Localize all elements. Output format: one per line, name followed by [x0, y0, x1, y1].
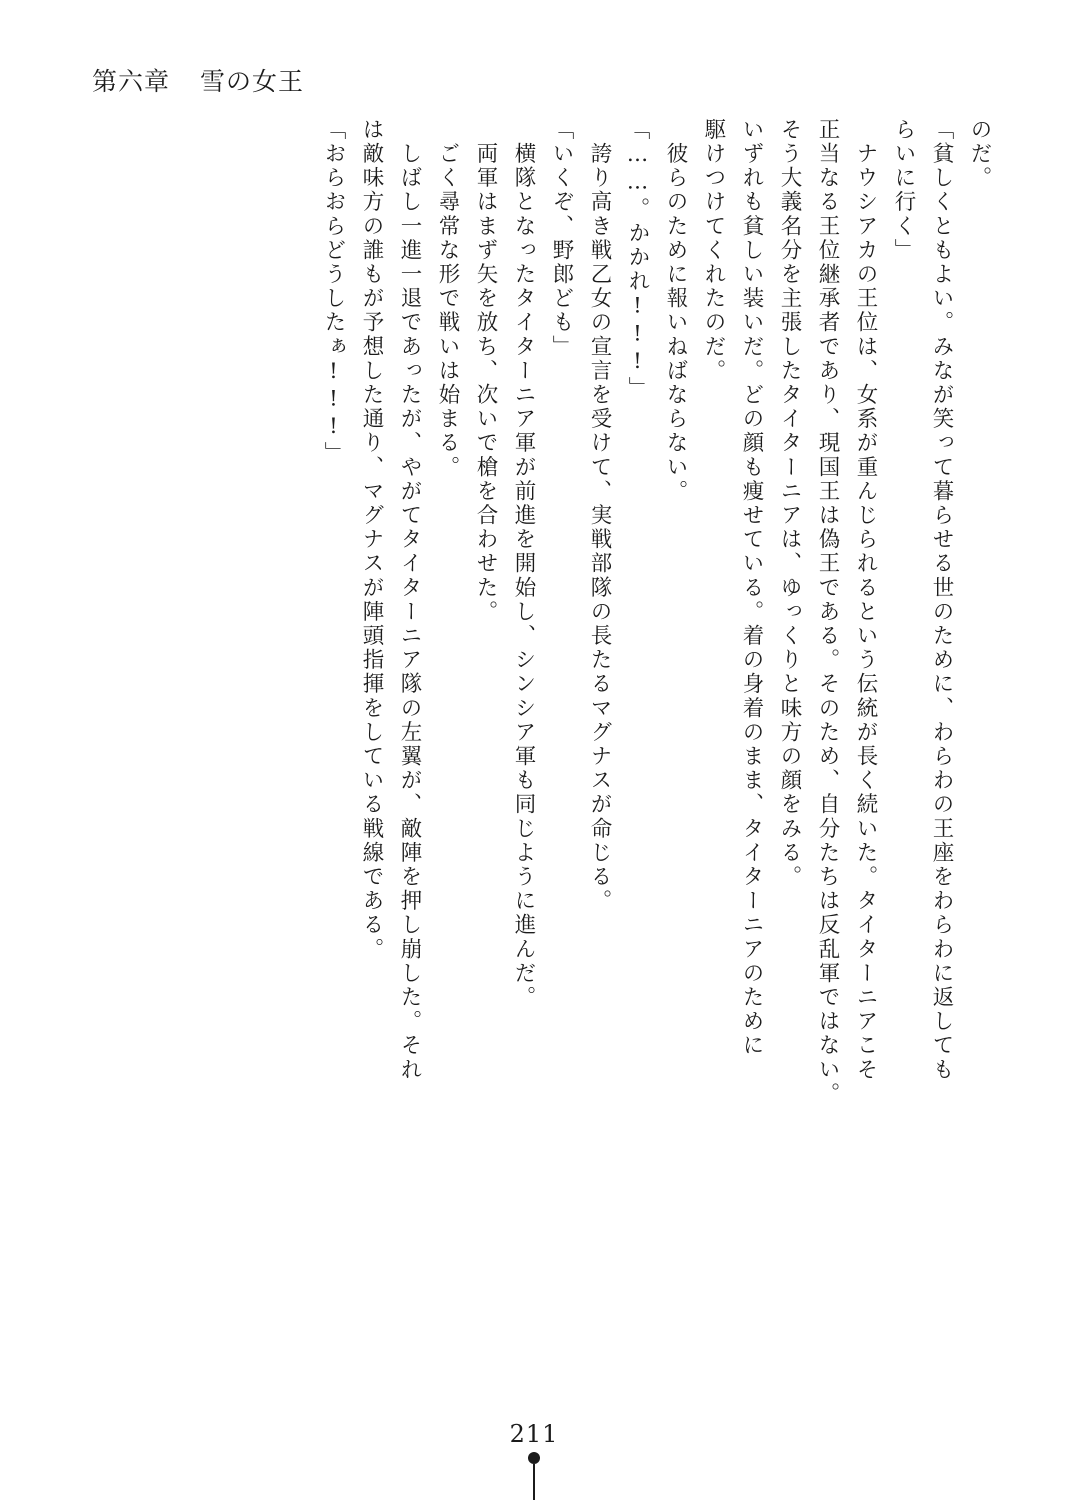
text-line: 「……。かかれ!!!」	[625, 118, 650, 401]
text-line: のだ。	[967, 118, 992, 191]
chapter-header	[92, 62, 304, 98]
text-line: 駆けつけてくれたのだ。	[701, 118, 726, 384]
text-line: 「おらおらどうしたぁ!!!」	[321, 118, 346, 466]
chapter-number: 第六章	[92, 67, 171, 96]
decorative-pin-icon	[527, 1452, 541, 1500]
text-line: ごく尋常な形で戦いは始まる。	[435, 118, 460, 480]
text-line: 「いくぞ、野郎ども」	[549, 118, 574, 359]
text-line: 正当なる王位継承者であり、現国王は偽王である。そのため、自分たちは反乱軍ではない。	[815, 118, 840, 1107]
page-number: 211	[509, 1420, 559, 1448]
text-line: 誇り高き戦乙女の宣言を受けて、実戦部隊の長たるマグナスが命じる。	[587, 118, 612, 914]
text-line: 横隊となったタイターニア軍が前進を開始し、シンシア軍も同じように進んだ。	[511, 118, 536, 1010]
text-line: いずれも貧しい装いだ。どの顔も痩せている。着の身着のまま、タイターニアのために	[739, 118, 764, 1058]
text-line: は敵味方の誰もが予想した通り、マグナスが陣頭指揮をしている戦線である。	[359, 118, 384, 962]
text-line: しばし一進一退であったが、やがてタイターニア隊の左翼が、敵陣を押し崩した。それ	[397, 118, 422, 1082]
text-line: らいに行く」	[891, 118, 916, 263]
chapter-title: 雪の女王	[200, 67, 305, 96]
text-line: 「貧しくともよい。みなが笑って暮らせる世のために、わらわの王座をわらわに返しても	[929, 118, 954, 1082]
text-line: 両軍はまず矢を放ち、次いで槍を合わせた。	[473, 118, 498, 625]
text-line: ナウシアカの王位は、女系が重んじられるという伝統が長く続いた。タイターニアこそ	[853, 118, 878, 1082]
body-text	[180, 118, 990, 1328]
text-line: 彼らのために報いねばならない。	[663, 118, 688, 504]
text-line: そう大義名分を主張したタイターニアは、ゆっくりと味方の顔をみる。	[777, 118, 802, 890]
